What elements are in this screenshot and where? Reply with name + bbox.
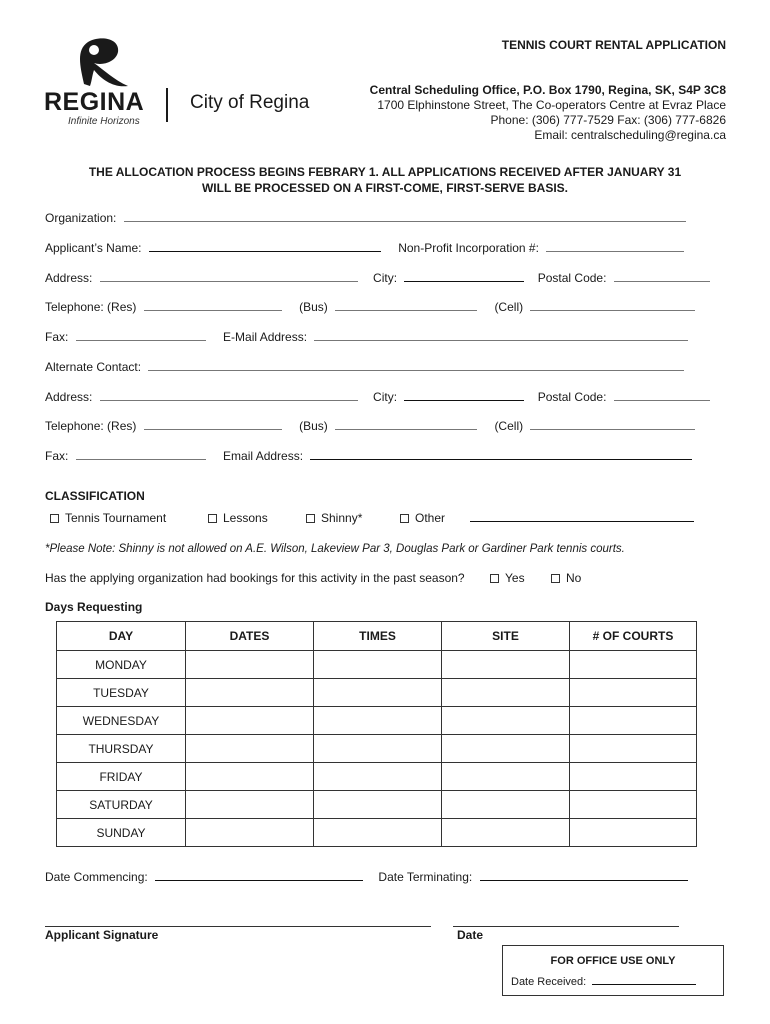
address-label: Address:: [45, 271, 93, 285]
courts-cell[interactable]: [570, 679, 697, 707]
city-logo: [44, 36, 314, 131]
signature-date-line[interactable]: [453, 926, 679, 927]
office-use-box: [502, 945, 724, 996]
courts-cell[interactable]: [570, 707, 697, 735]
city-label: City:: [373, 271, 398, 285]
date-terminating-label: Date Terminating:: [378, 870, 473, 884]
address-field[interactable]: [100, 272, 358, 282]
days-requesting-heading: Days Requesting: [45, 600, 143, 614]
postal-code-field[interactable]: [614, 272, 710, 282]
alt-city-label: City:: [373, 390, 398, 404]
email-line: Email: centralscheduling@regina.ca: [534, 128, 726, 142]
alt-email-address-field[interactable]: [310, 450, 692, 460]
shinny-label: Shinny*: [321, 511, 363, 525]
site-cell[interactable]: [442, 651, 570, 679]
date-received-label: Date Received:: [511, 976, 587, 988]
table-row: [57, 763, 697, 791]
day-cell: SATURDAY: [57, 791, 186, 819]
day-cell: THURSDAY: [57, 735, 186, 763]
col-site: SITE: [442, 622, 570, 651]
nonprofit-field[interactable]: [546, 242, 684, 252]
no-label: No: [566, 571, 582, 585]
courts-cell[interactable]: [570, 819, 697, 847]
col-dates: DATES: [186, 622, 314, 651]
shinny-note: *Please Note: Shinny is not allowed on A.E. Wilson, Lakeview Par 3, Douglas Park or Gardiner Park tennis courts.: [45, 543, 625, 555]
times-cell[interactable]: [314, 819, 442, 847]
site-cell[interactable]: [442, 735, 570, 763]
times-cell[interactable]: [314, 791, 442, 819]
table-row: [57, 707, 697, 735]
tennis-tournament-checkbox[interactable]: [50, 514, 59, 523]
col-courts: # OF COURTS: [570, 622, 697, 651]
site-cell[interactable]: [442, 791, 570, 819]
other-label: Other: [415, 511, 446, 525]
postal-code-label: Postal Code:: [537, 271, 607, 285]
courts-cell[interactable]: [570, 791, 697, 819]
dates-cell[interactable]: [186, 763, 314, 791]
applicant-name-field[interactable]: [149, 242, 381, 252]
email-address-field[interactable]: [314, 331, 688, 341]
form-title: TENNIS COURT RENTAL APPLICATION: [501, 38, 726, 52]
site-cell[interactable]: [442, 819, 570, 847]
alt-address-field[interactable]: [100, 391, 358, 401]
fax-row-2: [45, 449, 692, 463]
past-season-yes[interactable]: [490, 571, 525, 585]
alt-telephone-res-field[interactable]: [144, 420, 282, 430]
dates-cell[interactable]: [186, 679, 314, 707]
table-row: [57, 679, 697, 707]
bus-label: (Bus): [299, 300, 328, 314]
dates-cell[interactable]: [186, 819, 314, 847]
alt-telephone-res-label: Telephone: (Res): [45, 419, 137, 433]
other-field[interactable]: [470, 512, 694, 522]
bus-field[interactable]: [335, 301, 477, 311]
date-commencing-label: Date Commencing:: [45, 870, 148, 884]
logo-wordmark: REGINA: [44, 88, 145, 116]
day-cell: MONDAY: [57, 651, 186, 679]
table-row: [57, 819, 697, 847]
logo-divider: [166, 88, 168, 122]
times-cell[interactable]: [314, 679, 442, 707]
alt-bus-field[interactable]: [335, 420, 477, 430]
classification-heading: CLASSIFICATION: [45, 489, 145, 503]
alt-fax-label: Fax:: [45, 449, 69, 463]
applicant-signature-label: Applicant Signature: [45, 928, 159, 942]
cell-label: (Cell): [494, 300, 524, 314]
organization-field[interactable]: [124, 212, 686, 222]
option-lessons[interactable]: [208, 511, 268, 525]
telephone-row-1: [45, 300, 695, 314]
day-cell: SUNDAY: [57, 819, 186, 847]
tennis-tournament-label: Tennis Tournament: [65, 511, 167, 525]
notice-line-2: WILL BE PROCESSED ON A FIRST-COME, FIRST-SERVE BASIS.: [201, 181, 569, 195]
no-checkbox[interactable]: [551, 574, 560, 583]
option-other[interactable]: [400, 511, 694, 525]
dates-cell[interactable]: [186, 651, 314, 679]
dates-cell[interactable]: [186, 707, 314, 735]
option-shinny[interactable]: [306, 511, 362, 525]
yes-label: Yes: [505, 571, 525, 585]
date-terminating-field[interactable]: [480, 871, 688, 881]
alt-cell-label: (Cell): [494, 419, 524, 433]
table-row: [57, 651, 697, 679]
date-received-row: [511, 975, 696, 988]
phone-fax-line: Phone: (306) 777-7529 Fax: (306) 777-6826: [490, 113, 726, 127]
table-header-row: [57, 622, 697, 651]
days-table: [56, 621, 697, 847]
telephone-res-label: Telephone: (Res): [45, 300, 137, 314]
applicant-name-label: Applicant’s Name:: [45, 241, 142, 255]
lessons-label: Lessons: [223, 511, 268, 525]
nonprofit-label: Non-Profit Incorporation #:: [398, 241, 539, 255]
shinny-checkbox[interactable]: [306, 514, 315, 523]
col-day: DAY: [57, 622, 186, 651]
times-cell[interactable]: [314, 735, 442, 763]
courts-cell[interactable]: [570, 735, 697, 763]
alt-postal-code-field[interactable]: [614, 391, 710, 401]
courts-cell[interactable]: [570, 763, 697, 791]
signature-date-label: Date: [457, 928, 484, 942]
times-cell[interactable]: [314, 763, 442, 791]
signature-line[interactable]: [45, 926, 431, 927]
organization-row: [45, 211, 686, 225]
alternate-contact-field[interactable]: [148, 361, 684, 371]
option-tennis-tournament[interactable]: [50, 511, 166, 525]
city-field[interactable]: [404, 272, 524, 282]
alt-cell-field[interactable]: [530, 420, 695, 430]
table-row: [57, 735, 697, 763]
alt-fax-field[interactable]: [76, 450, 206, 460]
fax-field[interactable]: [76, 331, 206, 341]
site-cell[interactable]: [442, 763, 570, 791]
site-cell[interactable]: [442, 707, 570, 735]
lessons-checkbox[interactable]: [208, 514, 217, 523]
regina-monogram-icon: [66, 36, 134, 90]
alternate-contact-row: [45, 360, 684, 374]
alt-email-address-label: Email Address:: [223, 449, 304, 463]
day-cell: WEDNESDAY: [57, 707, 186, 735]
courts-cell[interactable]: [570, 651, 697, 679]
alt-address-label: Address:: [45, 390, 93, 404]
day-cell: TUESDAY: [57, 679, 186, 707]
cell-field[interactable]: [530, 301, 695, 311]
telephone-row-2: [45, 419, 695, 433]
date-commencing-field[interactable]: [155, 871, 363, 881]
dates-cell[interactable]: [186, 791, 314, 819]
telephone-res-field[interactable]: [144, 301, 282, 311]
day-cell: FRIDAY: [57, 763, 186, 791]
logo-tagline: Infinite Horizons: [68, 116, 140, 127]
col-times: TIMES: [314, 622, 442, 651]
office-address-line: Central Scheduling Office, P.O. Box 1790, Regina, SK, S4P 3C8: [369, 83, 726, 97]
email-address-label: E-Mail Address:: [223, 330, 308, 344]
office-use-title: FOR OFFICE USE ONLY: [550, 955, 676, 967]
other-checkbox[interactable]: [400, 514, 409, 523]
alternate-contact-label: Alternate Contact:: [45, 360, 142, 374]
fax-row-1: [45, 330, 688, 344]
organization-label: Organization:: [45, 211, 117, 225]
logo-city-name: City of Regina: [190, 92, 310, 113]
address-row-1: [45, 271, 710, 285]
times-cell[interactable]: [314, 651, 442, 679]
yes-checkbox[interactable]: [490, 574, 499, 583]
alt-postal-code-label: Postal Code:: [537, 390, 607, 404]
fax-label: Fax:: [45, 330, 69, 344]
dates-cell[interactable]: [186, 735, 314, 763]
notice-line-1: THE ALLOCATION PROCESS BEGINS FEBRARY 1. ALL APPLICATIONS RECEIVED AFTER JANUARY 31: [88, 165, 682, 179]
date-row: [45, 870, 688, 884]
address-row-2: [45, 390, 710, 404]
site-cell[interactable]: [442, 679, 570, 707]
date-received-field[interactable]: [592, 975, 696, 985]
street-address-line: 1700 Elphinstone Street, The Co-operators Centre at Evraz Place: [377, 98, 726, 112]
times-cell[interactable]: [314, 707, 442, 735]
alt-city-field[interactable]: [404, 391, 524, 401]
past-season-no[interactable]: [551, 571, 581, 585]
table-row: [57, 791, 697, 819]
past-season-question: Has the applying organization had bookings for this activity in the past season?: [45, 571, 465, 585]
applicant-row: [45, 241, 684, 255]
alt-bus-label: (Bus): [299, 419, 328, 433]
